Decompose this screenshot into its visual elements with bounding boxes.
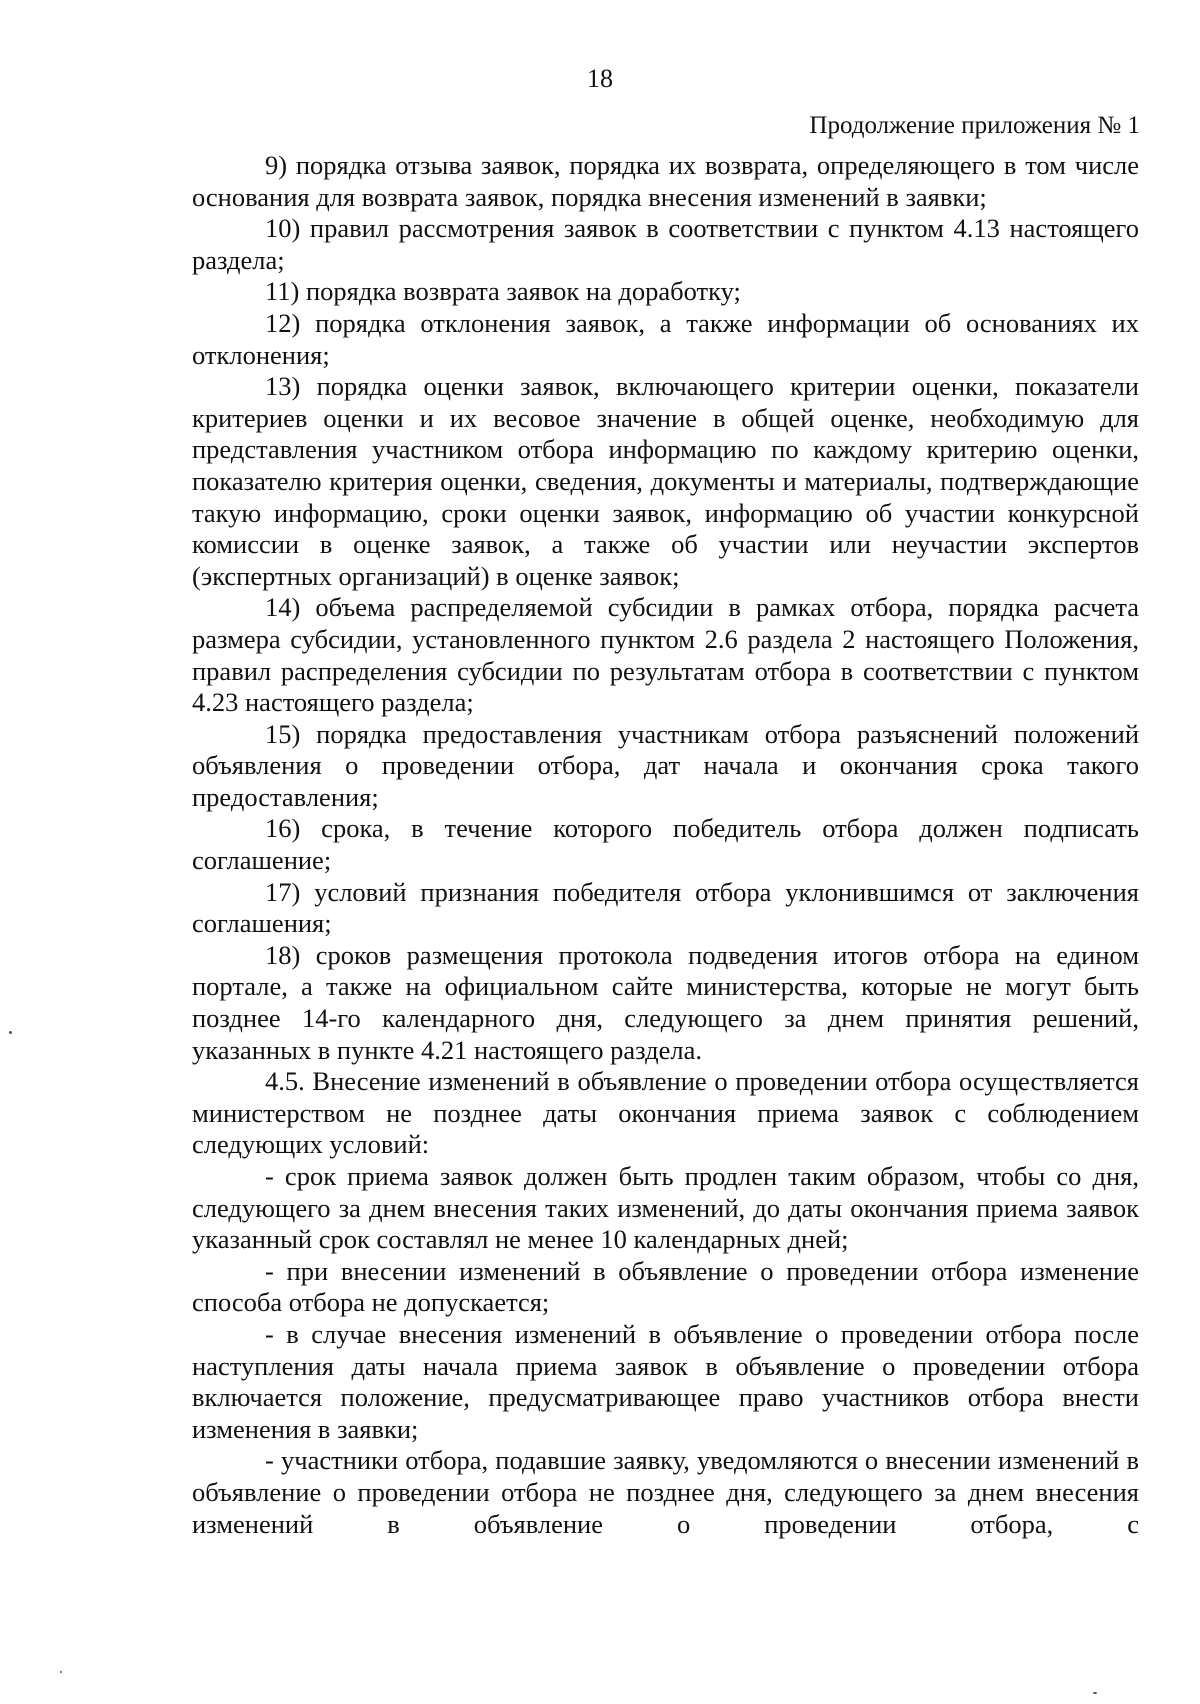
- scan-speck: [9, 1031, 12, 1034]
- document-body: [192, 150, 1139, 1540]
- list-item-9: 9) порядка отзыва заявок, порядка их возврата, определяющего в том числе основания для возврата заявок, порядка внесения изменений в заявки;: [192, 150, 1139, 212]
- list-item-17: 17) условий признания победителя отбора уклонившимся от заключения соглашения;: [192, 876, 1139, 939]
- scan-speck: [1093, 1692, 1097, 1694]
- list-item-13: 13) порядка оценки заявок, включающего критерии оценки, показатели критериев оценки и их весовое значение в общей оценке, необходимую для представления участником отбора информацию по каждому критерию оценки, показателю критерия оценки, сведения, документы и материалы, подтверждающие такую информацию, сроки оценки заявок, информацию об участии конкурсной комиссии в оценке заявок, а также об участии или неучастии экспертов (экспертных организаций) в оценке заявок;: [192, 371, 1139, 591]
- list-item-12: 12) порядка отклонения заявок, а также информации об основаниях их отклонения;: [192, 307, 1139, 370]
- scan-speck: [60, 1671, 62, 1673]
- list-item-16: 16) срока, в течение которого победитель отбора должен подписать соглашение;: [192, 813, 1139, 876]
- condition-item-notification: - участники отбора, подавшие заявку, уведомляются о внесении изменений в объявление о проведении отбора не позднее дня, следующего за днем внесения изменений в объявление о проведении отбора, с: [192, 1445, 1139, 1539]
- appendix-continuation-note: Продолжение приложения № 1: [809, 112, 1140, 139]
- list-item-10: 10) правил рассмотрения заявок в соответствии с пунктом 4.13 настоящего раздела;: [192, 213, 1139, 275]
- condition-item-amendments: - в случае внесения изменений в объявление о проведении отбора после наступления даты начала приема заявок в объявление о проведении отбора включается положение, предусматривающее право участников отбора внести изменения в заявки;: [192, 1318, 1139, 1444]
- section-4-5-paragraph: 4.5. Внесение изменений в объявление о проведении отбора осуществляется министерством не позднее даты окончания приема заявок с соблюдением следующих условий:: [192, 1066, 1139, 1160]
- list-item-14: 14) объема распределяемой субсидии в рамках отбора, порядка расчета размера субсидии, установленного пунктом 2.6 раздела 2 настоящего Положения, правил распределения субсидии по результатам отбора в соответствии с пунктом 4.23 настоящего раздела;: [192, 592, 1139, 718]
- condition-item-method: - при внесении изменений в объявление о проведении отбора изменение способа отбора не допускается;: [192, 1255, 1139, 1318]
- condition-item-deadline: - срок приема заявок должен быть продлен таким образом, чтобы со дня, следующего за днем внесения таких изменений, до даты окончания приема заявок указанный срок составлял не менее 10 календарных дней;: [192, 1161, 1139, 1255]
- list-item-15: 15) порядка предоставления участникам отбора разъяснений положений объявления о проведении отбора, дат начала и окончания срока такого предоставления;: [192, 718, 1139, 812]
- list-item-11: 11) порядка возврата заявок на доработку;: [265, 276, 741, 307]
- list-item-18: 18) сроков размещения протокола подведения итогов отбора на едином портале, а также на официальном сайте министерства, которые не могут быть позднее 14-го календарного дня, следующего за днем принятия решений, указанных в пункте 4.21 настоящего раздела.: [192, 939, 1139, 1065]
- page-number: 18: [587, 64, 613, 93]
